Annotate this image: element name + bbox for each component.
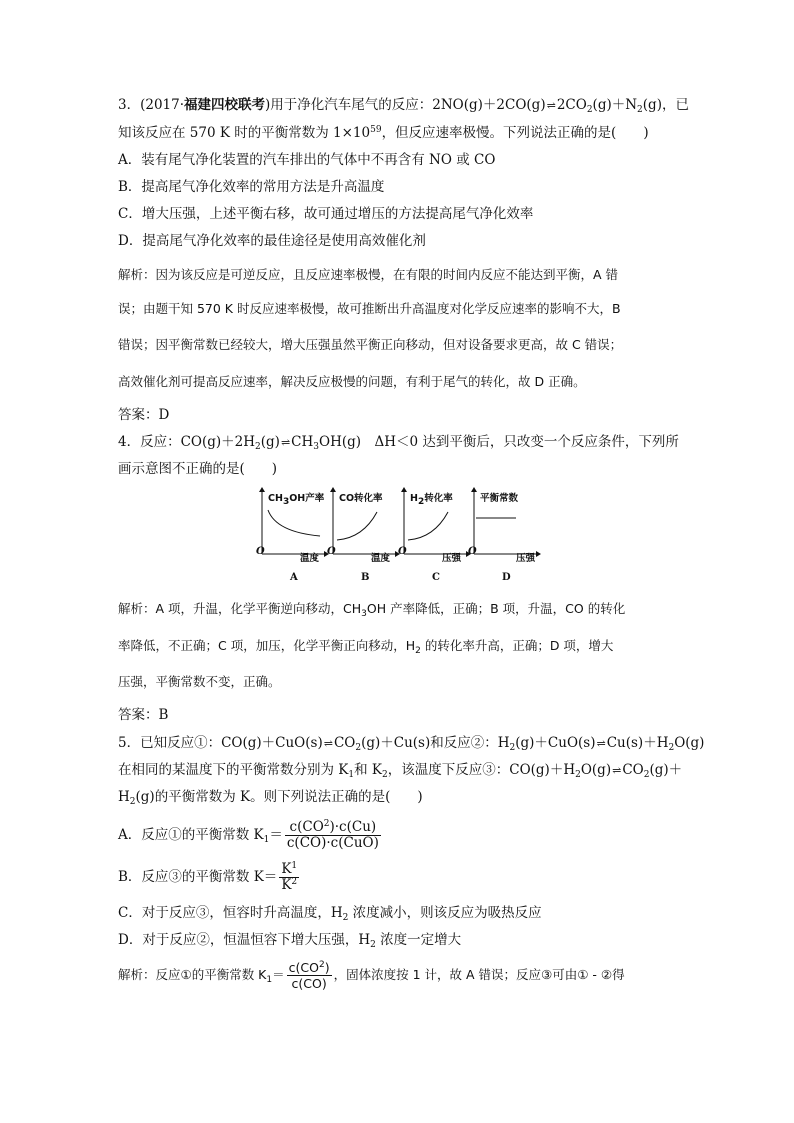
graph-a-origin: O <box>256 546 265 557</box>
q4-stem-line1: 4．反应：$CO(g)+2H_2(g)\rightleftharpoons CH_3OH(g)$ ΔH＜0 达到平衡后，只改变一个反应条件，下列所 <box>118 434 679 452</box>
q3-solution-line3: 错误；因平衡常数已经较大，增大压强虽然平衡正向移动，但对设备要求更高，故 C 错误； <box>118 337 623 352</box>
graph-a-xlabel: 温度 <box>300 553 320 564</box>
q5-option-b: B．反应③的平衡常数 K＝ $\frac{K^1}{K^2}$ <box>118 861 298 893</box>
q5-option-c: C．对于反应③，恒容时升高温度，$H_2$ 浓度减小，则该反应为吸热反应 <box>118 905 542 923</box>
fraction: $\frac{c(CO^2)\cdot c(Cu)}{\text{c(CO)·c(CuO)}}$ <box>286 819 379 851</box>
equilibrium-arrow-icon: ⇌ <box>323 737 333 750</box>
graph-c-origin: O <box>398 546 407 557</box>
equilibrium-arrow-icon: ⇌ <box>612 764 622 777</box>
q3-solution-line2: 误；由题干知 570 K 时反应速率极慢，故可推断出升高温度对化学反应速率的影响不大，B <box>118 301 621 316</box>
q3-option-d: D．提高尾气净化效率的最佳途径是使用高效催化剂 <box>118 233 426 249</box>
graph-c-letter: C <box>432 572 440 583</box>
graph-b-title: CO转化率 <box>339 493 383 504</box>
graph-d-title: 平衡常数 <box>480 493 519 504</box>
fraction: $\frac{K^1}{K^2}$ <box>281 861 298 893</box>
q3-option-c: C．增大压强，上述平衡右移，故可通过增压的方法提高尾气净化效率 <box>118 206 534 222</box>
curve-b <box>337 512 377 540</box>
q3-answer: 答案：D <box>118 407 170 423</box>
q5-stem-line1: 5．已知反应①：$CO(g)+CuO(s)\rightleftharpoons CO_2(g)+Cu(s)$和反应②：$H_2(g)+CuO(s)\rightleftharpoons Cu(s)+H_2O(g)$ <box>118 735 705 753</box>
curve-a <box>268 510 320 536</box>
q3-option-b: B．提高尾气净化效率的常用方法是升高温度 <box>118 179 385 195</box>
q5-stem-line3: $H_2(g)$的平衡常数为 K。则下列说法正确的是( ) <box>118 789 423 807</box>
equilibrium-arrow-icon: ⇌ <box>280 436 291 449</box>
graph-d-letter: D <box>502 572 511 583</box>
q5-stem-line2: 在相同的某温度下的平衡常数分别为 $K_1$和 $K_2$，该温度下反应③：$CO(g)+H_2O(g)\rightleftharpoons CO_2(g)+$ <box>118 762 683 780</box>
q4-stem-line2: 画示意图不正确的是( ) <box>118 461 278 477</box>
q3-stem-line2: 知该反应在 570 K 时的平衡常数为 $1\times 10^{59}$，但反应速率极慢。下列说法正确的是( ) <box>118 125 649 141</box>
fraction: $\frac{c(CO^2)}{c(CO)}$ <box>288 960 330 991</box>
q3-solution-line1: 解析：因为该反应是可逆反应，且反应速率极慢，在有限的时间内反应不能达到平衡，A 错 <box>118 267 619 282</box>
q4-solution-line1: 解析：A 项，升温，化学平衡逆向移动，$CH_3OH$ 产率降低，正确；B 项，升温，CO 的转化 <box>118 601 626 619</box>
q5-option-a: A．反应①的平衡常数 $K_1=$ $\frac{c(CO^2)\cdot c(Cu)}{\text{c(CO)·c(CuO)}}$ <box>118 819 379 851</box>
curve-c <box>408 512 448 540</box>
graph-d <box>468 488 544 588</box>
graph-b <box>327 488 403 588</box>
graph-a <box>256 488 332 588</box>
q3-stem-line1: 3．(2017·福建四校联考)用于净化汽车尾气的反应：$2NO(g)+2CO(g)\rightleftharpoons 2CO_2(g)+N_2(g)$，已 <box>118 97 689 115</box>
graph-c-xlabel: 压强 <box>442 553 462 564</box>
y-axis-arrow <box>259 487 265 492</box>
q5-solution-line1: 解析：反应①的平衡常数 $K_1=$ $\frac{c(CO^2)}{c(CO)}$ ，固体浓度按 1 计，故 A 错误；反应③可由① - ②得 <box>118 960 625 991</box>
graph-d-xlabel: 压强 <box>516 553 536 564</box>
equilibrium-arrow-icon: ⇌ <box>546 99 556 112</box>
graph-a-letter: A <box>290 572 298 583</box>
graph-c-title: $H_2$转化率 <box>410 493 453 507</box>
q4-solution-line2: 率降低，不正确；C 项，加压，化学平衡正向移动，$H_2$ 的转化率升高，正确；D 项，增大 <box>118 638 614 656</box>
q5-option-d: D．对于反应②，恒温恒容下增大压强，$H_2$ 浓度一定增大 <box>118 932 462 950</box>
equilibrium-arrow-icon: ⇌ <box>596 737 606 750</box>
graph-d-origin: O <box>468 546 477 557</box>
graph-b-letter: B <box>361 572 370 583</box>
q4-answer: 答案：B <box>118 707 169 723</box>
graph-a-title: $CH_3OH$产率 <box>268 493 325 507</box>
q3-solution-line4: 高效催化剂可提高反应速率，解决反应极慢的问题，有利于尾气的转化，故 D 正确。 <box>118 374 586 389</box>
graph-c <box>398 488 474 588</box>
x-axis-arrow <box>536 551 541 557</box>
q3-option-a: A．装有尾气净化装置的汽车排出的气体中不再含有 NO 或 CO <box>118 152 496 168</box>
graph-b-origin: O <box>327 546 336 557</box>
q4-solution-line3: 压强，平衡常数不变，正确。 <box>118 674 281 689</box>
graph-b-xlabel: 温度 <box>371 553 391 564</box>
